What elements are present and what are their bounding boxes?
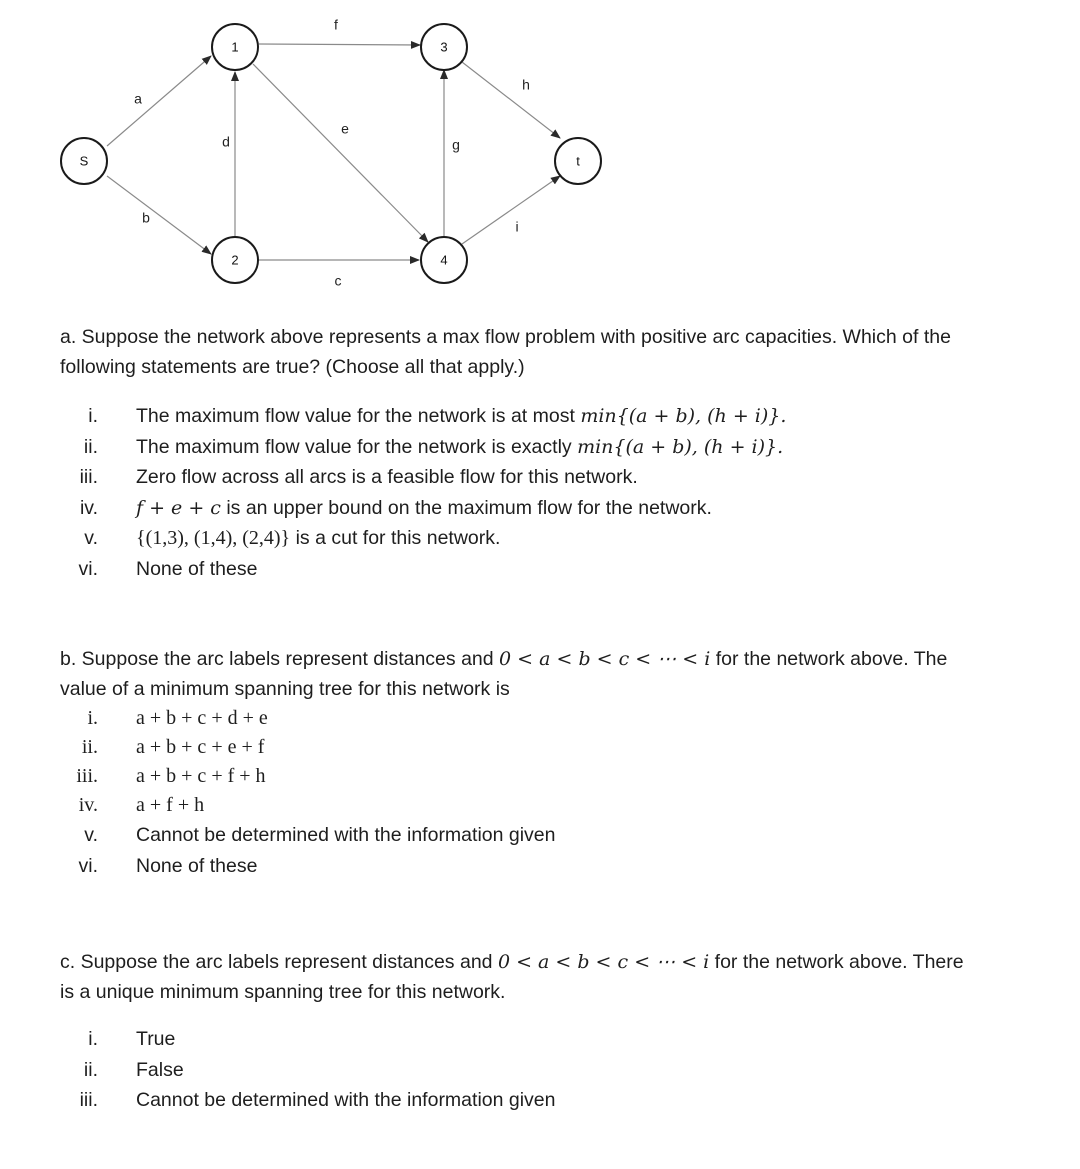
option-number: iv. — [79, 496, 98, 519]
question-c-line1-text: c. Suppose the arc labels represent distances and — [60, 951, 498, 973]
option-number: iii. — [79, 1089, 98, 1111]
option-math: min{(a + b), (h + i)}. — [577, 435, 784, 458]
question-a-text — [60, 322, 1050, 382]
option-b-iv[interactable] — [60, 791, 1050, 820]
option-text: is a cut for this network. — [290, 527, 501, 549]
option-number: ii. — [81, 736, 98, 758]
edge-b — [107, 176, 211, 254]
option-b-iii[interactable] — [60, 762, 1050, 791]
option-text: a + b + c + f + h — [136, 765, 266, 787]
option-text: Cannot be determined with the information given — [136, 824, 556, 846]
question-c-line1-end: for the network above. There — [709, 951, 964, 973]
option-number: vi. — [78, 557, 98, 580]
option-text: Cannot be determined with the information given — [136, 1089, 556, 1111]
option-text: a + f + h — [136, 794, 205, 816]
option-number: i. — [88, 405, 98, 427]
node-label: 2 — [231, 252, 239, 268]
edge-label-i: i — [515, 218, 519, 235]
edge-f — [259, 44, 420, 45]
node-t — [555, 138, 601, 184]
option-number: iii. — [76, 765, 98, 787]
node-label: 3 — [440, 39, 448, 55]
option-number: iv. — [78, 794, 98, 816]
option-number: i. — [87, 707, 98, 729]
option-math: {(1,3), (1,4), (2,4)} — [136, 527, 291, 549]
option-number: ii. — [83, 435, 98, 458]
edge-label-g: g — [452, 136, 460, 153]
option-a-iv[interactable] — [60, 493, 1050, 524]
option-c-i[interactable] — [60, 1024, 1050, 1055]
option-b-ii[interactable] — [60, 733, 1050, 762]
edge-h — [462, 62, 560, 138]
option-math: f + e + c — [136, 496, 221, 519]
node-label: 4 — [440, 252, 448, 268]
edge-i — [462, 176, 560, 244]
option-number: v. — [84, 824, 98, 846]
option-number: v. — [84, 527, 98, 549]
option-a-iii[interactable] — [60, 462, 1050, 493]
question-a-line1: a. Suppose the network above represents a max flow problem with positive arc capacities. Which of the — [60, 326, 951, 348]
option-b-v[interactable] — [60, 820, 1050, 851]
node-label: 1 — [231, 39, 239, 55]
option-c-iii[interactable] — [60, 1085, 1050, 1116]
question-b-line1-text: b. Suppose the arc labels represent distances and — [60, 648, 500, 670]
node-s — [61, 138, 107, 184]
option-math: min{(a + b), (h + i)}. — [580, 405, 787, 427]
option-text: a + b + c + d + e — [136, 707, 268, 729]
node-3 — [421, 24, 467, 70]
question-b-line1-end: for the network above. The — [710, 648, 948, 670]
option-a-ii[interactable] — [60, 432, 1050, 463]
option-text: is an upper bound on the maximum flow for the network. — [220, 496, 712, 519]
node-2 — [212, 237, 258, 283]
option-text: a + b + c + e + f — [136, 736, 265, 758]
question-b-line2: value of a minimum spanning tree for this network is — [60, 678, 510, 700]
option-b-vi[interactable] — [60, 851, 1050, 882]
question-b-text — [60, 644, 1050, 704]
option-text: The maximum flow value for the network is exactly — [136, 435, 578, 458]
edge-label-f: f — [334, 16, 338, 33]
option-c-ii[interactable] — [60, 1055, 1050, 1086]
node-label: S — [79, 153, 89, 169]
option-b-i[interactable] — [60, 704, 1050, 733]
question-c-line2: is a unique minimum spanning tree for this network. — [60, 981, 506, 1003]
question-a-options — [60, 401, 1050, 584]
option-number: vi. — [78, 854, 98, 877]
question-a-line2: following statements are true? (Choose all that apply.) — [60, 356, 525, 378]
edge-label-h: h — [522, 76, 530, 93]
node-1 — [212, 24, 258, 70]
question-b-options — [60, 704, 1050, 881]
edge-label-c: c — [334, 272, 342, 289]
option-a-v[interactable] — [60, 523, 1050, 554]
question-b-math: 0 < a < b < c < ⋯ < i — [499, 648, 711, 670]
edge-label-a: a — [134, 90, 142, 107]
edge-a — [107, 56, 211, 146]
option-text: None of these — [136, 854, 258, 877]
question-c-options — [60, 1024, 1050, 1116]
option-text: True — [136, 1028, 176, 1050]
node-4 — [421, 237, 467, 283]
option-a-i[interactable] — [60, 401, 1050, 432]
option-number: iii. — [79, 466, 98, 488]
question-c-text — [60, 947, 1050, 1007]
option-text: The maximum flow value for the network is at most — [136, 405, 581, 427]
edge-label-e: e — [341, 120, 349, 137]
option-a-vi[interactable] — [60, 554, 1050, 585]
network-diagram — [0, 0, 620, 300]
question-c-math: 0 < a < b < c < ⋯ < i — [497, 951, 710, 973]
option-text: False — [136, 1058, 184, 1081]
option-text: None of these — [136, 557, 258, 580]
option-number: ii. — [83, 1058, 98, 1081]
edge-e — [253, 64, 428, 242]
edge-label-d: d — [222, 133, 230, 150]
edge-label-b: b — [142, 209, 150, 226]
node-label: t — [576, 153, 580, 169]
option-text: Zero flow across all arcs is a feasible flow for this network. — [136, 466, 638, 488]
option-number: i. — [88, 1028, 98, 1050]
